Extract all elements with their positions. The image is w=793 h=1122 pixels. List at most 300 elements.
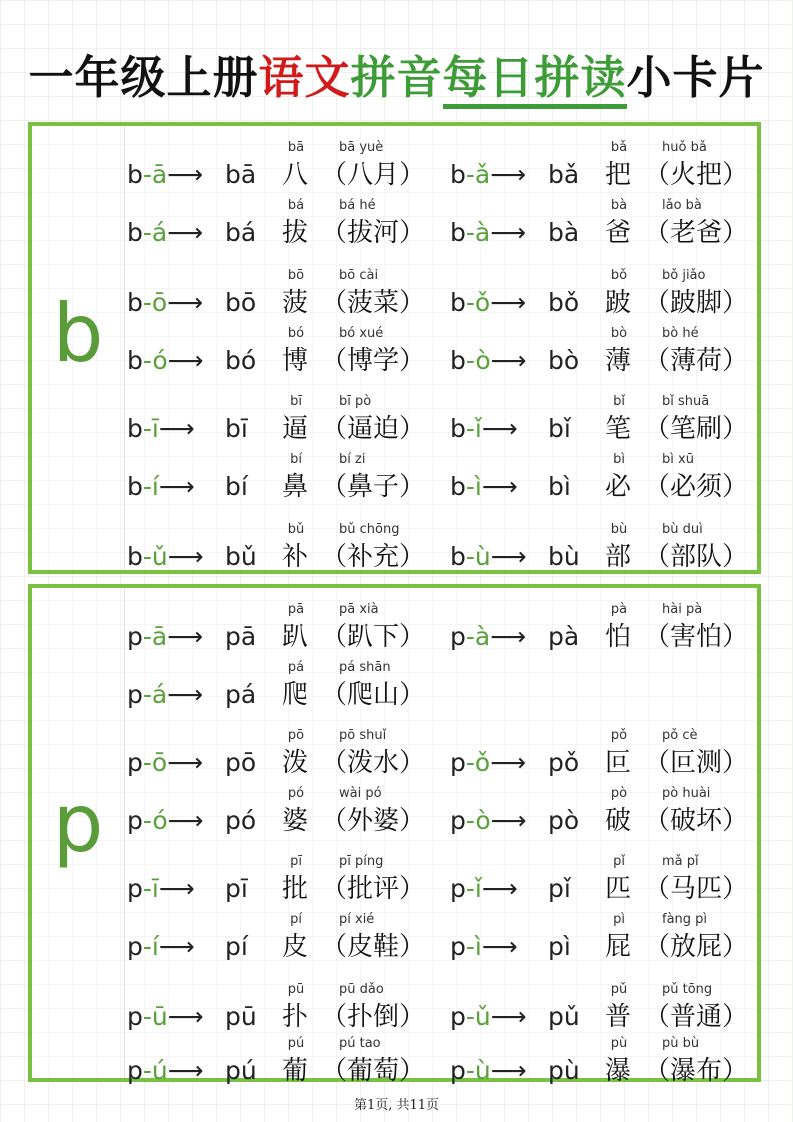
character: 菠 (282, 288, 309, 318)
word-pinyin: huǒ bǎ (662, 140, 707, 155)
character: 婆 (282, 806, 309, 836)
arrow-icon: ⟶ (167, 806, 204, 835)
spelling-sequence (127, 414, 195, 444)
syllable: bà (548, 218, 580, 247)
example-word: （外婆） (321, 806, 426, 836)
toned-vowel: ǔ (151, 542, 168, 571)
arrow-icon: ⟶ (167, 1056, 204, 1085)
toned-vowel: ū (151, 1002, 168, 1031)
toned-vowel: ì (474, 472, 482, 501)
spelling-sequence (450, 748, 526, 778)
character: 普 (605, 1002, 632, 1032)
spelling-dash: - (142, 1002, 152, 1031)
spelling-dash: - (142, 748, 152, 777)
initial-consonant: p (450, 622, 466, 651)
example-word: （批评） (321, 874, 426, 904)
spelling-sequence (127, 680, 203, 710)
syllable: pǐ (548, 874, 571, 903)
character: 屁 (605, 932, 632, 962)
spelling-dash: - (465, 874, 475, 903)
title-part-daily: 每日拼读 (443, 51, 627, 109)
toned-vowel: ì (474, 932, 482, 961)
initial-consonant: b (450, 472, 466, 501)
example-word: （叵测） (644, 748, 749, 778)
character: 笔 (605, 414, 632, 444)
example-word: （八月） (321, 160, 426, 190)
word-pinyin: bì xū (662, 452, 694, 467)
example-word: （拔河） (321, 218, 426, 248)
title-part-subject: 语文 (258, 51, 351, 104)
character: 瀑 (605, 1056, 632, 1086)
character-pinyin: pǐ (613, 854, 625, 869)
character: 叵 (605, 748, 632, 778)
syllable: bō (225, 288, 257, 317)
arrow-icon: ⟶ (167, 542, 204, 571)
character-pinyin: bǐ (613, 394, 625, 409)
character-pinyin: pī (290, 854, 302, 869)
character-pinyin: bò (610, 326, 628, 341)
toned-vowel: à (474, 218, 491, 247)
syllable: pō (225, 748, 257, 777)
word-pinyin: bù duì (662, 522, 703, 537)
toned-vowel: ú (151, 1056, 168, 1085)
toned-vowel: ù (474, 542, 491, 571)
example-word: （泼水） (321, 748, 426, 778)
syllable: pā (225, 622, 257, 651)
word-pinyin: pī píng (339, 854, 384, 869)
word-pinyin: pá shān (339, 660, 391, 675)
syllable: pì (548, 932, 571, 961)
word-pinyin: pǔ tōng (662, 982, 713, 997)
spelling-sequence (127, 874, 195, 904)
spelling-sequence (127, 932, 195, 962)
example-word: （老爸） (644, 218, 749, 248)
spelling-dash: - (465, 1056, 475, 1085)
character: 爬 (282, 680, 309, 710)
toned-vowel: ǎ (474, 160, 491, 189)
spelling-sequence (450, 932, 518, 962)
syllable: bó (225, 346, 257, 375)
spelling-dash: - (465, 414, 475, 443)
syllable: pí (225, 932, 248, 961)
spelling-dash: - (465, 346, 476, 375)
initial-consonant: b (450, 160, 466, 189)
character-pinyin: bǎ (610, 140, 628, 155)
initial-consonant: b (127, 288, 143, 317)
character: 补 (282, 542, 309, 572)
syllable: pī (225, 874, 248, 903)
syllable: bǐ (548, 414, 571, 443)
arrow-icon: ⟶ (490, 748, 527, 777)
word-pinyin: bí zi (339, 452, 366, 467)
arrow-icon: ⟶ (167, 288, 204, 317)
spelling-dash: - (142, 160, 152, 189)
syllable: bì (548, 472, 571, 501)
toned-vowel: ù (474, 1056, 491, 1085)
spelling-dash: - (142, 806, 153, 835)
word-pinyin: pí xié (339, 912, 375, 927)
spelling-dash: - (465, 806, 476, 835)
character-pinyin: pí (290, 912, 302, 927)
initial-consonant: b (450, 218, 466, 247)
example-word: （马匹） (644, 874, 749, 904)
example-word: （部队） (644, 542, 749, 572)
spelling-sequence (127, 346, 204, 376)
character-pinyin: pā (287, 602, 305, 617)
spelling-sequence (127, 748, 203, 778)
character-pinyin: pì (613, 912, 625, 927)
spelling-sequence (450, 160, 526, 190)
character-pinyin: bī (290, 394, 302, 409)
initial-consonant: p (127, 1056, 143, 1085)
syllable: bǒ (548, 288, 580, 317)
spelling-sequence (450, 218, 526, 248)
example-word: （博学） (321, 346, 426, 376)
syllable: pá (225, 680, 257, 709)
spelling-dash: - (465, 748, 475, 777)
word-pinyin: fàng pì (662, 912, 708, 927)
example-word: （必须） (644, 472, 749, 502)
word-pinyin: pǒ cè (662, 728, 698, 743)
character: 八 (282, 160, 309, 190)
initial-consonant: b (127, 160, 143, 189)
arrow-icon: ⟶ (158, 874, 195, 903)
spelling-dash: - (465, 472, 475, 501)
arrow-icon: ⟶ (481, 932, 518, 961)
character: 葡 (282, 1056, 309, 1086)
spelling-dash: - (142, 346, 153, 375)
character-pinyin: bā (287, 140, 305, 155)
spelling-sequence (450, 806, 527, 836)
word-pinyin: hài pà (662, 602, 703, 617)
initial-consonant: p (127, 622, 143, 651)
example-word: （逼迫） (321, 414, 426, 444)
word-pinyin: bò hé (662, 326, 699, 341)
word-pinyin: pù bù (662, 1036, 700, 1051)
example-word: （跛脚） (644, 288, 749, 318)
spelling-sequence (127, 542, 204, 572)
character-pinyin: bó (287, 326, 305, 341)
initial-consonant: p (127, 874, 143, 903)
card-b (28, 122, 761, 574)
initial-consonant: p (127, 1002, 143, 1031)
spelling-dash: - (142, 288, 152, 317)
example-word: （补充） (321, 542, 426, 572)
character: 必 (605, 472, 632, 502)
initial-consonant: p (127, 748, 143, 777)
character: 扑 (282, 1002, 309, 1032)
arrow-icon: ⟶ (490, 218, 527, 247)
initial-consonant: p (450, 932, 466, 961)
arrow-icon: ⟶ (167, 748, 204, 777)
toned-vowel: ī (151, 874, 159, 903)
toned-vowel: ó (152, 346, 168, 375)
toned-vowel: á (151, 218, 168, 247)
example-word: （薄荷） (644, 346, 749, 376)
word-pinyin: bá hé (339, 198, 376, 213)
card-divider (124, 588, 125, 1078)
initial-consonant: p (450, 748, 466, 777)
example-word: （趴下） (321, 622, 426, 652)
toned-vowel: ǐ (474, 874, 482, 903)
character-pinyin: pò (610, 786, 628, 801)
character: 泼 (282, 748, 309, 778)
character: 薄 (605, 346, 632, 376)
character: 鼻 (282, 472, 309, 502)
card-p (28, 584, 761, 1086)
toned-vowel: ó (152, 806, 168, 835)
page-title (0, 50, 793, 106)
spelling-dash: - (142, 1056, 152, 1085)
toned-vowel: í (151, 472, 159, 501)
initial-consonant: b (127, 414, 143, 443)
syllable: bǎ (548, 160, 580, 189)
character: 怕 (605, 622, 632, 652)
syllable: bò (548, 346, 580, 375)
arrow-icon: ⟶ (490, 806, 527, 835)
card-divider (124, 126, 125, 570)
spelling-sequence (127, 1056, 204, 1086)
character-pinyin: bǒ (610, 268, 628, 283)
arrow-icon: ⟶ (490, 622, 527, 651)
example-word: （皮鞋） (321, 932, 426, 962)
character: 破 (605, 806, 632, 836)
character-pinyin: bà (610, 198, 628, 213)
title-part-grade: 一年级上册 (28, 51, 259, 104)
word-pinyin: bǒ jiǎo (662, 268, 706, 283)
syllable: pǔ (548, 1002, 580, 1031)
initial-consonant: p (127, 932, 143, 961)
arrow-icon: ⟶ (490, 542, 527, 571)
spelling-sequence (127, 218, 203, 248)
initial-consonant: p (127, 680, 143, 709)
spelling-sequence (450, 1056, 527, 1086)
card-letter: p (52, 777, 104, 870)
syllable: bǔ (225, 542, 257, 571)
initial-consonant: b (450, 288, 466, 317)
character-pinyin: bí (290, 452, 302, 467)
character: 逼 (282, 414, 309, 444)
toned-vowel: ǒ (474, 748, 491, 777)
initial-consonant: p (127, 806, 143, 835)
word-pinyin: bā yuè (339, 140, 384, 155)
arrow-icon: ⟶ (167, 680, 204, 709)
character: 博 (282, 346, 309, 376)
initial-consonant: b (450, 542, 466, 571)
toned-vowel: ī (151, 414, 159, 443)
syllable: bī (225, 414, 248, 443)
arrow-icon: ⟶ (490, 1002, 527, 1031)
initial-consonant: b (127, 472, 143, 501)
toned-vowel: ō (151, 748, 168, 777)
arrow-icon: ⟶ (481, 414, 518, 443)
character-pinyin: bǔ (287, 522, 305, 537)
toned-vowel: ō (151, 288, 168, 317)
page-footer: 第1页, 共11页 (353, 1098, 440, 1113)
example-word: （葡萄） (321, 1056, 426, 1086)
toned-vowel: à (474, 622, 491, 651)
spelling-sequence (450, 346, 527, 376)
syllable: bù (548, 542, 580, 571)
spelling-dash: - (142, 874, 152, 903)
word-pinyin: bǔ chōng (339, 522, 400, 537)
word-pinyin: mǎ pǐ (662, 854, 699, 869)
arrow-icon: ⟶ (158, 932, 195, 961)
character: 部 (605, 542, 632, 572)
initial-consonant: p (450, 874, 466, 903)
arrow-icon: ⟶ (490, 288, 527, 317)
example-word: （火把） (644, 160, 749, 190)
character: 爸 (605, 218, 632, 248)
spelling-sequence (127, 806, 204, 836)
character-pinyin: bá (287, 198, 305, 213)
spelling-dash: - (142, 542, 152, 571)
spelling-dash: - (465, 932, 475, 961)
example-word: （菠菜） (321, 288, 426, 318)
syllable: pò (548, 806, 580, 835)
spelling-dash: - (465, 542, 475, 571)
spelling-sequence (127, 288, 203, 318)
toned-vowel: ò (475, 346, 491, 375)
character-pinyin: pǔ (610, 982, 628, 997)
toned-vowel: á (151, 680, 168, 709)
arrow-icon: ⟶ (167, 160, 204, 189)
word-pinyin: pū dǎo (339, 982, 384, 997)
spelling-dash: - (142, 472, 152, 501)
toned-vowel: ā (151, 160, 168, 189)
spelling-dash: - (465, 1002, 475, 1031)
spelling-dash: - (142, 932, 152, 961)
character-pinyin: pá (287, 660, 305, 675)
example-word: （破坏） (644, 806, 749, 836)
word-pinyin: pā xià (339, 602, 379, 617)
character: 拔 (282, 218, 309, 248)
toned-vowel: ā (151, 622, 168, 651)
arrow-icon: ⟶ (167, 218, 204, 247)
example-word: （普通） (644, 1002, 749, 1032)
word-pinyin: bǐ shuā (662, 394, 710, 409)
character: 皮 (282, 932, 309, 962)
example-word: （鼻子） (321, 472, 426, 502)
syllable: pú (225, 1056, 257, 1085)
spelling-sequence (450, 622, 526, 652)
character-pinyin: bì (613, 452, 625, 467)
spelling-sequence (450, 542, 527, 572)
title-part-cards: 小卡片 (626, 51, 765, 104)
spelling-dash: - (465, 218, 475, 247)
initial-consonant: p (450, 1056, 466, 1085)
example-word: （扑倒） (321, 1002, 426, 1032)
character-pinyin: bù (610, 522, 628, 537)
arrow-icon: ⟶ (167, 1002, 204, 1031)
character-pinyin: pū (287, 982, 305, 997)
syllable: bá (225, 218, 257, 247)
initial-consonant: b (127, 542, 143, 571)
character-pinyin: pǒ (610, 728, 628, 743)
syllable: bā (225, 160, 257, 189)
syllable: bí (225, 472, 248, 501)
character: 匹 (605, 874, 632, 904)
syllable: pó (225, 806, 257, 835)
character-pinyin: bō (287, 268, 305, 283)
character: 把 (605, 160, 632, 190)
arrow-icon: ⟶ (158, 472, 195, 501)
title-part-pinyin: 拼音 (350, 51, 443, 104)
initial-consonant: b (450, 414, 466, 443)
spelling-sequence (450, 874, 518, 904)
spelling-sequence (450, 472, 518, 502)
character: 批 (282, 874, 309, 904)
character-pinyin: pù (610, 1036, 628, 1051)
word-pinyin: pò huài (662, 786, 711, 801)
example-word: （放屁） (644, 932, 749, 962)
initial-consonant: b (450, 346, 466, 375)
syllable: pǒ (548, 748, 580, 777)
initial-consonant: b (127, 346, 143, 375)
arrow-icon: ⟶ (490, 160, 527, 189)
spelling-dash: - (142, 622, 152, 651)
syllable: pù (548, 1056, 580, 1085)
syllable: pà (548, 622, 580, 651)
spelling-dash: - (465, 288, 475, 317)
character: 跛 (605, 288, 632, 318)
character: 趴 (282, 622, 309, 652)
card-letter: b (52, 287, 104, 380)
spelling-dash: - (142, 680, 152, 709)
character-pinyin: pó (287, 786, 305, 801)
word-pinyin: pō shuǐ (339, 728, 387, 743)
toned-vowel: ǔ (474, 1002, 491, 1031)
arrow-icon: ⟶ (167, 346, 204, 375)
toned-vowel: ǒ (474, 288, 491, 317)
word-pinyin: lǎo bà (662, 198, 702, 213)
arrow-icon: ⟶ (490, 1056, 527, 1085)
spelling-sequence (450, 414, 518, 444)
syllable: pū (225, 1002, 257, 1031)
spelling-dash: - (465, 160, 475, 189)
spelling-sequence (127, 622, 203, 652)
initial-consonant: p (450, 1002, 466, 1031)
spelling-dash: - (142, 218, 152, 247)
character-pinyin: pō (287, 728, 305, 743)
spelling-dash: - (142, 414, 152, 443)
toned-vowel: í (151, 932, 159, 961)
spelling-sequence (127, 160, 203, 190)
toned-vowel: ò (475, 806, 491, 835)
example-word: （害怕） (644, 622, 749, 652)
word-pinyin: pú tao (339, 1036, 381, 1051)
word-pinyin: bō cài (339, 268, 379, 283)
word-pinyin: bó xué (339, 326, 384, 341)
arrow-icon: ⟶ (481, 472, 518, 501)
arrow-icon: ⟶ (481, 874, 518, 903)
spelling-dash: - (465, 622, 475, 651)
spelling-sequence (127, 1002, 204, 1032)
arrow-icon: ⟶ (167, 622, 204, 651)
toned-vowel: ǐ (474, 414, 482, 443)
arrow-icon: ⟶ (158, 414, 195, 443)
spelling-sequence (450, 1002, 527, 1032)
spelling-sequence (127, 472, 195, 502)
word-pinyin: bī pò (339, 394, 372, 409)
initial-consonant: b (127, 218, 143, 247)
example-word: （瀑布） (644, 1056, 749, 1086)
initial-consonant: p (450, 806, 466, 835)
character-pinyin: pú (287, 1036, 305, 1051)
spelling-sequence (450, 288, 526, 318)
word-pinyin: wài pó (339, 786, 382, 801)
example-word: （笔刷） (644, 414, 749, 444)
